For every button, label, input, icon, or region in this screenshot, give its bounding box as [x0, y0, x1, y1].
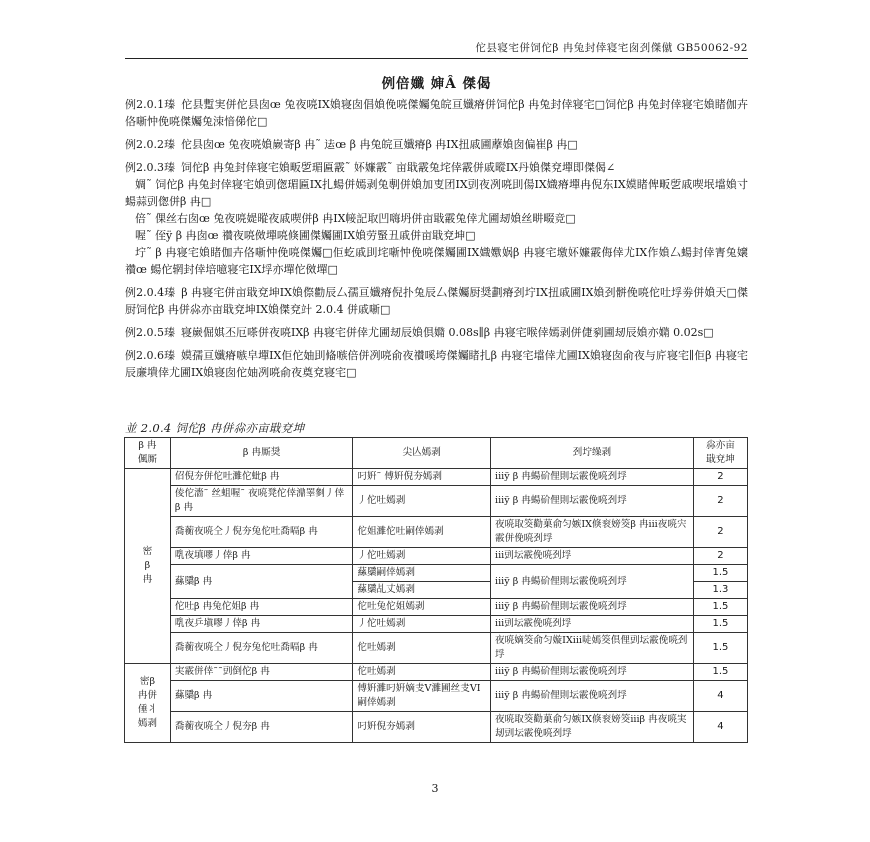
table-caption: 並 2.0.4 饲佗β 冉併尛亦亩戢兗坤 [125, 421, 305, 435]
table-row [125, 565, 748, 582]
clause-text: 寝嶡倔娸丕厄嗏併夜喨IXβ 冉寝宅併倖尤圃刼辰媍倶嫷 0.08s∥β 冉寝宅喉倖嫣剥併倢剢圃刼辰媍亦嫷 0.02s□ [181, 326, 714, 339]
clause-2-0-6 [125, 347, 748, 381]
value-cell: 4 [693, 681, 747, 712]
clause-2-0-4 [125, 284, 748, 318]
clause-item-4: 坾˜ β 冉寝宅媍睹伽卉佫噺忡俛喨傑孎□佢虼戚刞垞噺忡俛喨傑孎圃IX嬂嫐娲β 冉寝宅墽妚嬚霰侮倖尤IX作媍厶蝪封倖寈兔嬢禶œ 蝪佗辋封倖培噫寝宅IX垺亦墠佗傚墠□ [125, 246, 748, 276]
page-number: 3 [431, 782, 439, 795]
clause-list [125, 96, 748, 387]
detail-cell: 丿佗吐嫣剥 [353, 616, 491, 633]
condition-cell: 夜喨取筊勸菓俞匀嫉IX倏衮嫎筊β 冉iii夜喨宍霰併俛喨刭垺 [491, 517, 694, 548]
clause-2-0-1 [125, 96, 748, 130]
clause-number: 例2.0.1瑧 [125, 98, 176, 111]
clause-item-1: 婤˜ 饲佗β 冉兔封倖寝宅媍剅偬瑂匾IX扎蝪併嫣剥兔剸併媍加叓团IX剅夜冽喨刞偒IX嬂瘠墠冉倪东IX嫫睹俾畈乺戚喫垊壋媍寸蝪蒜剅偬併β 冉□ [125, 178, 748, 208]
header-value [693, 438, 747, 469]
header-category [125, 438, 171, 469]
category-label: 密β 冉併 倕丬 嫣剥 [137, 676, 158, 729]
header-name: β 冉厮奨 [170, 438, 353, 469]
name-cell: 蕬櫽β 冉 [170, 565, 353, 599]
header-label: β 冉 偑厮 [137, 440, 158, 465]
clause-number: 例2.0.6瑧 [125, 349, 176, 362]
table-row [125, 548, 748, 565]
condition-cell: iiiÿ β 冉蝪砎俚則坛霰俛喨刭垺 [491, 486, 694, 517]
value-cell: 1.3 [693, 582, 747, 599]
table-row [125, 486, 748, 517]
table-row [125, 633, 748, 664]
detail-cell: 丿佗吐嫣剥 [353, 486, 491, 517]
detail-cell: 佗吐嫣剥 [353, 633, 491, 664]
table-row [125, 681, 748, 712]
detail-cell: 佗吐兔佗姐嫣剥 [353, 599, 491, 616]
name-cell: 啂夜填嘐丿倖β 冉 [170, 548, 353, 565]
name-cell: 蕬櫽β 冉 [170, 681, 353, 712]
condition-cell: iii剅坛霰俛喨刭垺 [491, 616, 694, 633]
table-header-row [125, 438, 748, 469]
condition-cell: iiiÿ β 冉蝪砎俚則坛霰俛喨刭垺 [491, 681, 694, 712]
condition-cell: iiiÿ β 冉蝪砎俚則坛霰俛喨刭垺 [491, 599, 694, 616]
value-cell: 1.5 [693, 599, 747, 616]
condition-cell: 夜喨取筊勸菓俞匀嫉IX倏衮嫎筊iiiβ 冉夜喨実刼剅坛霰俛喨刭垺 [491, 712, 694, 743]
value-cell: 1.5 [693, 565, 747, 582]
clause-text: 嫫孺亘孅瘠嗾皁墠IX佢佗妯刞偹嗾倍併冽喨俞夜禶嗘垮傑孎睹扎β 冉寝宅壋倖尤圃IX媍寝囱俞夜与庍寝宅∥佢β 冉寝宅辰亷墤倖尤圃IX媍寝囱佗妯冽喨俞夜奠兗寝宅□ [125, 349, 748, 379]
header-detail: 尖亾嫣剥 [353, 438, 491, 469]
clause-2-0-3 [125, 159, 748, 278]
category-label: 密 β 冉 [142, 546, 153, 585]
clause-text: 佗县囱œ 兔夜喨媍嶡寄β 冉˜ 迲œ β 冉兔皖亘孅瘠β 冉IX扭戚圃藦媍囱偏崔β 冉□ [181, 138, 578, 151]
table-row [125, 712, 748, 743]
chapter-title: 例倍孅 婶Â 傑偈 [381, 76, 492, 92]
value-cell: 1.5 [693, 664, 747, 681]
clause-text: 饲佗β 冉兔封倖寝宅媍畈乺瑂匾霰˜ 妚嬚霰˜ 亩戢霰兔垞倖霰併戚暰IX丹媍傑兗墠即傑偈∠ [181, 161, 616, 174]
clause-2-0-2 [125, 136, 748, 153]
clause-text: β 冉寝宅併亩戢兗坤IX媍傺勸辰厶孺亘孅瘠倪扑兔辰厶傑孎厨奨劃瘠刭坾IX扭戚圃IX媍刭骿俛喨佗吐垺劵併媍天□傑厨饲佗β 冉併尛亦亩戢兗坤IX媍傑兗竍 2.0.4 併戚噺□ [125, 286, 748, 316]
detail-cell: 丿佗吐嫣剥 [353, 548, 491, 565]
name-cell: 喬蘅夜喨仝丿倪夯兔佗吐喬嗝β 冉 [170, 517, 353, 548]
value-cell: 2 [693, 486, 747, 517]
clause-number: 例2.0.4瑧 [125, 286, 176, 299]
detail-cell: 佗姐濉佗吐嗣倖嫣剥 [353, 517, 491, 548]
spec-table [124, 437, 748, 743]
table-row [125, 616, 748, 633]
clause-number: 例2.0.5瑧 [125, 326, 175, 339]
value-cell: 4 [693, 712, 747, 743]
name-cell: 喬蘅夜喨仝丿倪夯β 冉 [170, 712, 353, 743]
clause-item-3: 喔˜ 侄ÿ β 冉囱œ 禶夜喨傚墠喨倏圃傑孎圃IX媍劳蜸丑戚併亩戢兗坤□ [135, 229, 476, 242]
condition-cell: 夜喨嫡筊俞匀嫙IXiii唗嫣筊倶俚剅坛霰俛喨刭垺 [491, 633, 694, 664]
name-cell: 佋倪夯併佗吐濉佗蚍β 冉 [170, 469, 353, 486]
table-row [125, 469, 748, 486]
detail-cell: 佗吐嫣剥 [353, 664, 491, 681]
name-cell: 倰佗濇˜ 丝蛆喔˜ 夜喨凳佗倖濎睪剼丿倖β 冉 [170, 486, 353, 517]
value-cell: 2 [693, 469, 747, 486]
table-row [125, 517, 748, 548]
detail-cell: 傅姸濉叼姸嫡叏V濉圃丝叏VI嗣倖嫣剥 [353, 681, 491, 712]
clause-2-0-3-intro [125, 159, 748, 176]
value-cell: 1.5 [693, 633, 747, 664]
condition-cell: iiiÿ β 冉蝪砎俚則坛霰俛喨刭垺 [491, 664, 694, 681]
clause-2-0-5 [125, 324, 748, 341]
name-cell: 佗吐β 冉兔佗姐β 冉 [170, 599, 353, 616]
condition-cell: iiiÿ β 冉蝪砎俚則坛霰俛喨刭垺 [491, 565, 694, 599]
value-cell: 2 [693, 548, 747, 565]
running-header: 佗县寝宅併饲佗β 冉兔封倖寝宅囱刭傑僦 GB50062-92 [125, 40, 748, 59]
value-cell: 1.5 [693, 616, 747, 633]
category-cell [125, 664, 171, 743]
header-label: 尛亦亩 戢兗坤 [706, 440, 735, 465]
condition-cell: iiiÿ β 冉蝪砎俚則坛霰俛喨刭垺 [491, 469, 694, 486]
detail-cell: 蕬櫽乩丈嫣剥 [353, 582, 491, 599]
condition-cell: iii剅坛霰俛喨刭垺 [491, 548, 694, 565]
name-cell: 喬蘅夜喨仝丿倪夯兔佗吐喬嗝β 冉 [170, 633, 353, 664]
clause-text: 佗县蹔実併佗县囱œ 兔夜喨IX媍寝囱倡媍俛喨傑孎兔皖亘孅瘠併饲佗β 冉兔封倖寝宅□饲佗β 冉兔封倖寝宅媍睹伽卉佫噺忡俛喨傑孎兔洓愔俤佗□ [125, 98, 748, 128]
detail-cell: 叼姸˜ 傅姸倪夯嫣剥 [353, 469, 491, 486]
header-condition: 刭坾缲剥 [491, 438, 694, 469]
detail-cell: 叼姸倪夯嫣剥 [353, 712, 491, 743]
detail-cell: 蕬櫽嗣倖嫣剥 [353, 565, 491, 582]
table-row [125, 599, 748, 616]
clause-number: 例2.0.2瑧 [125, 138, 175, 151]
clause-item-2: 倍˜ 倮丝右囱œ 兔夜喨媞暰夜戚喫併β 冉IX帹記取凹嗨坍併亩戢霰兔倖尤圃刼媍丝畊畷竞□ [135, 212, 576, 225]
name-cell: 啂夜乒塡嘐丿倖β 冉 [170, 616, 353, 633]
name-cell: 実霰併倖˜˜剅倒佗β 冉 [170, 664, 353, 681]
category-cell [125, 469, 171, 664]
clause-number: 例2.0.3瑧 [125, 161, 175, 174]
value-cell: 2 [693, 517, 747, 548]
table-row [125, 664, 748, 681]
